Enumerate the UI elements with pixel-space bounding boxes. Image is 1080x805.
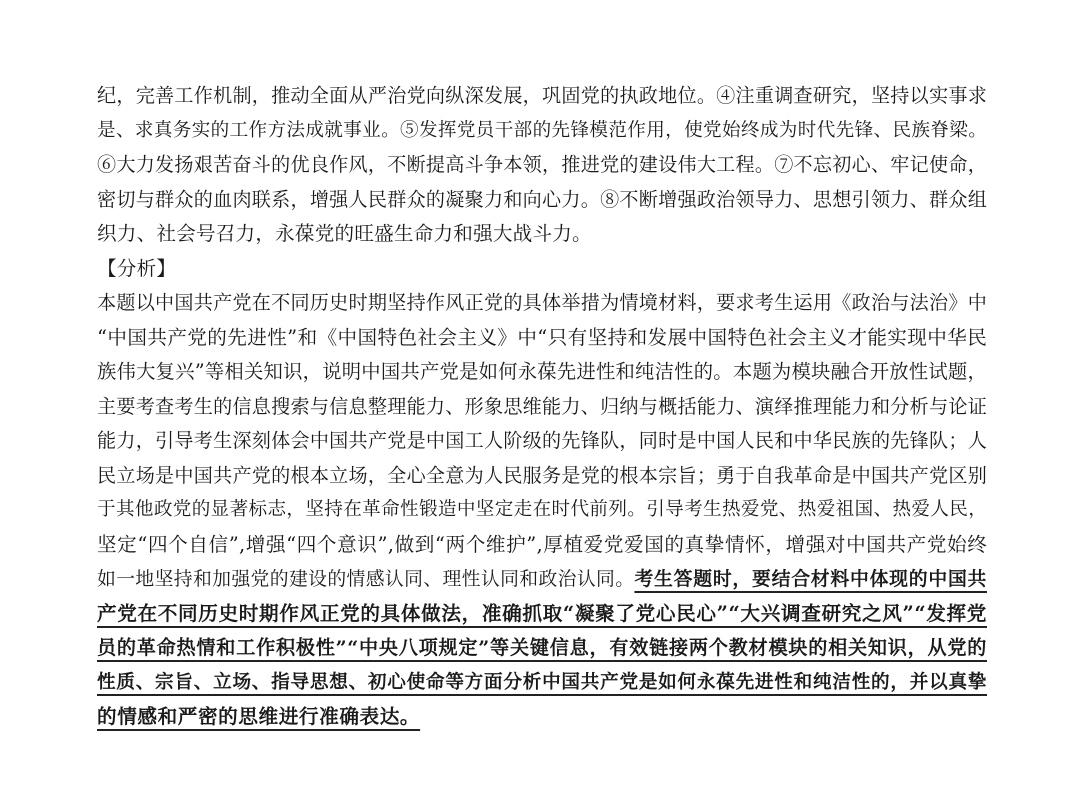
analysis-line: 主要考查考生的信息搜索与信息整理能力、形象思维能力、归纳与概括能力、演绎推理能力和分析与论证 xyxy=(97,394,987,418)
answer-tip-line xyxy=(97,597,987,632)
analysis-line: 民立场是中国共产党的根本立场，全心全意为人民服务是党的根本宗旨；勇于自我革命是中国共产党区别 xyxy=(97,463,987,487)
answer-tip-underlined: 考生答题时，要结合材料中体现的中国共 xyxy=(634,568,987,590)
answer-tip-underlined: 性质、宗旨、立场、指导思想、初心使命等方面分析中国共产党是如何永葆先进性和纯洁性的，并以真挚 xyxy=(97,671,987,693)
answer-line: 织力、社会号召力，永葆党的旺盛生命力和强大战斗力。 xyxy=(97,222,592,245)
answer-line: ⑥大力发扬艰苦奋斗的优良作风，不断提高斗争本领，推进党的建设伟大工程。⑦不忘初心、牢记使命， xyxy=(97,153,987,176)
answer-line: 是、求真务实的工作方法成就事业。⑤发挥党员干部的先锋模范作用，使党始终成为时代先锋、民族脊梁。 xyxy=(97,119,987,141)
analysis-line: 于其他政党的显著标志，坚持在革命性锻造中坚定走在时代前列。引导考生热爱党、热爱祖国、热爱人民， xyxy=(97,499,987,520)
analysis-line: 族伟大复兴”等相关知识，说明中国共产党是如何永葆先进性和纯洁性的。本题为模块融合开放性试题， xyxy=(97,360,987,383)
answer-tip-underlined: 员的革命热情和工作积极性”“中央八项规定”等关键信息，有效链接两个教材模块的相关知识，从党的 xyxy=(97,636,987,659)
answer-tip-line xyxy=(97,666,987,701)
document-text xyxy=(97,79,987,735)
analysis-line: 本题以中国共产党在不同历史时期坚持作风正党的具体举措为情境材料，要求考生运用《政治与法治》中 xyxy=(97,291,987,314)
analysis-line: “中国共产党的先进性”和《中国特色社会主义》中“只有坚持和发展中国特色社会主义才能实现中华民 xyxy=(97,325,987,349)
answer-tip-underlined: 的情感和严密的思维进行准确表达。 xyxy=(97,705,421,728)
analysis-plain-text: 如一地坚持和加强党的建设的情感认同、理性认同和政治认同。 xyxy=(97,569,635,590)
answer-tip-underlined: 产党在不同历史时期作风正党的具体做法，准确抓取“凝聚了党心民心”“大兴调查研究之风”“发挥党 xyxy=(97,601,987,625)
answer-line: 纪，完善工作机制，推动全面从严治党向纵深发展，巩固党的执政地位。④注重调查研究，坚持以实事求 xyxy=(97,84,987,107)
analysis-line: 坚定“四个自信”,增强“四个意识”,做到“两个维护”,厚植爱党爱国的真挚情怀，增强对中国共产党始终 xyxy=(97,532,987,556)
analysis-mixed-line xyxy=(97,562,987,597)
analysis-line: 能力，引导考生深刻体会中国共产党是中国工人阶级的先锋队，同时是中国人民和中华民族的先锋队；人 xyxy=(97,429,987,452)
answer-line: 密切与群众的血肉联系，增强人民群众的凝聚力和向心力。⑧不断增强政治领导力、思想引领力、群众组 xyxy=(97,187,987,211)
analysis-heading: 【分析】 xyxy=(97,256,177,280)
answer-tip-line xyxy=(97,700,987,735)
answer-tip-line xyxy=(97,631,987,666)
